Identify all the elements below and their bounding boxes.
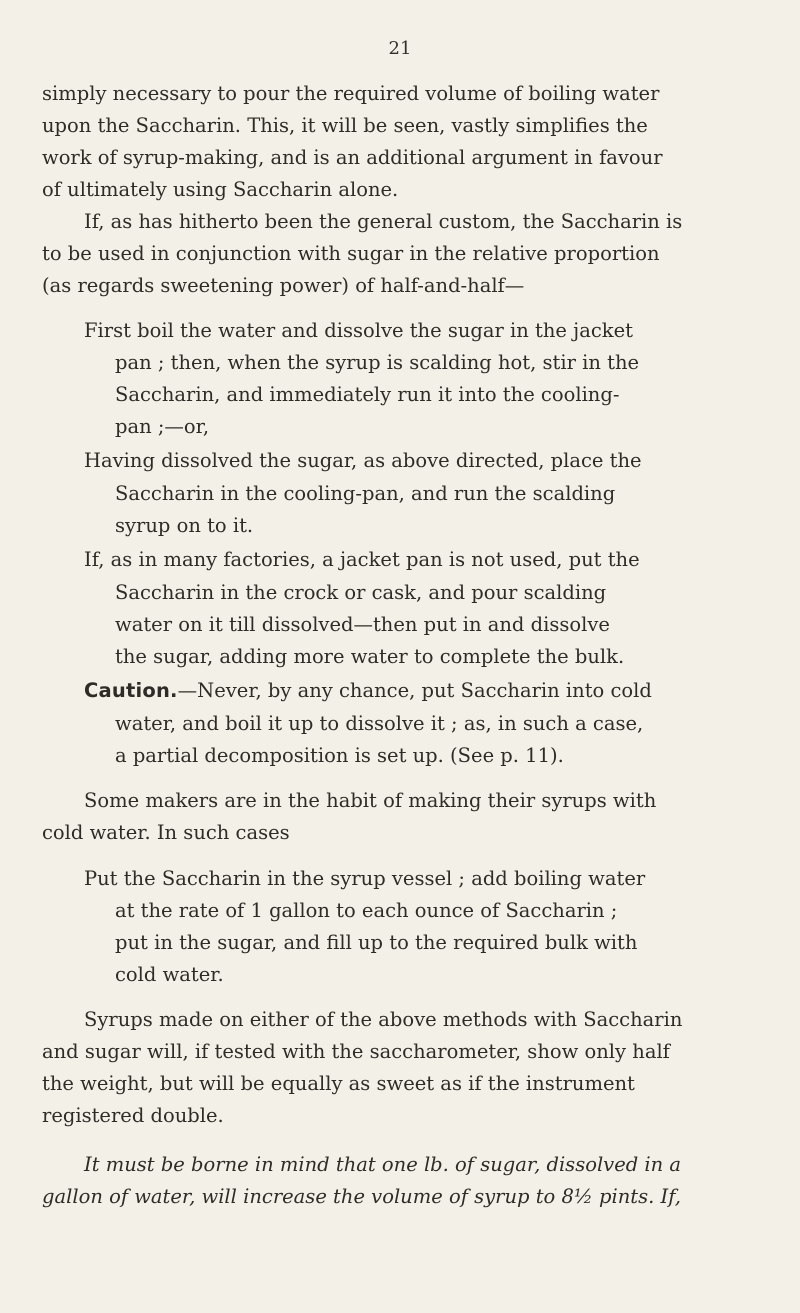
italic-text-line: It must be borne in mind that one lb. of sugar, dissolved in a (84, 1153, 682, 1176)
italic-text-line: gallon of water, will increase the volume of syrup to 8½ pints. If, (42, 1185, 681, 1208)
text-line: Saccharin in the crock or cask, and pour scalding (115, 581, 607, 604)
text-line: pan ; then, when the syrup is scalding hot, stir in the (115, 351, 640, 374)
text-line: at the rate of 1 gallon to each ounce of Saccharin ; (115, 899, 618, 922)
text-line: of ultimately using Saccharin alone. (42, 178, 399, 201)
caution-line (84, 678, 652, 704)
text-line: the weight, but will be equally as sweet as if the instrument (42, 1072, 635, 1095)
text-line: (as regards sweetening power) of half-and-half— (42, 274, 525, 297)
text-line: cold water. (115, 963, 224, 986)
text-line: and sugar will, if tested with the saccharometer, show only half (42, 1040, 670, 1063)
text-line: Some makers are in the habit of making their syrups with (84, 789, 657, 812)
text-line: Put the Saccharin in the syrup vessel ; add boiling water (84, 867, 646, 890)
text-line: to be used in conjunction with sugar in the relative proportion (42, 242, 660, 265)
text-line: syrup on to it. (115, 514, 254, 537)
caution-heading: Caution. (84, 679, 178, 702)
text-line: water on it till dissolved—then put in and dissolve (115, 613, 610, 636)
text-line: If, as in many factories, a jacket pan is not used, put the (84, 548, 640, 571)
text-line: If, as has hitherto been the general custom, the Saccharin is (84, 210, 683, 233)
text-line: work of syrup-making, and is an additional argument in favour (42, 146, 663, 169)
text-line: a partial decomposition is set up. (See p. 11). (115, 744, 564, 767)
text-line: put in the sugar, and fill up to the required bulk with (115, 931, 638, 954)
text-line: cold water. In such cases (42, 821, 290, 844)
text-line: registered double. (42, 1104, 224, 1127)
caution-text: —Never, by any chance, put Saccharin into cold (177, 679, 652, 702)
text-line: water, and boil it up to dissolve it ; as, in such a case, (115, 712, 644, 735)
page-number: 21 (388, 38, 412, 59)
text-line: Saccharin in the cooling-pan, and run the scalding (115, 482, 616, 505)
text-line: First boil the water and dissolve the sugar in the jacket (84, 319, 633, 342)
text-line: upon the Saccharin. This, it will be seen, vastly simplifies the (42, 114, 648, 137)
text-line: Having dissolved the sugar, as above directed, place the (84, 449, 642, 472)
text-line: simply necessary to pour the required volume of boiling water (42, 82, 660, 105)
text-line: pan ;—or, (115, 415, 210, 438)
text-line: Saccharin, and immediately run it into the cooling- (115, 383, 620, 406)
text-line: Syrups made on either of the above methods with Saccharin (84, 1008, 683, 1031)
text-line: the sugar, adding more water to complete the bulk. (115, 645, 625, 668)
